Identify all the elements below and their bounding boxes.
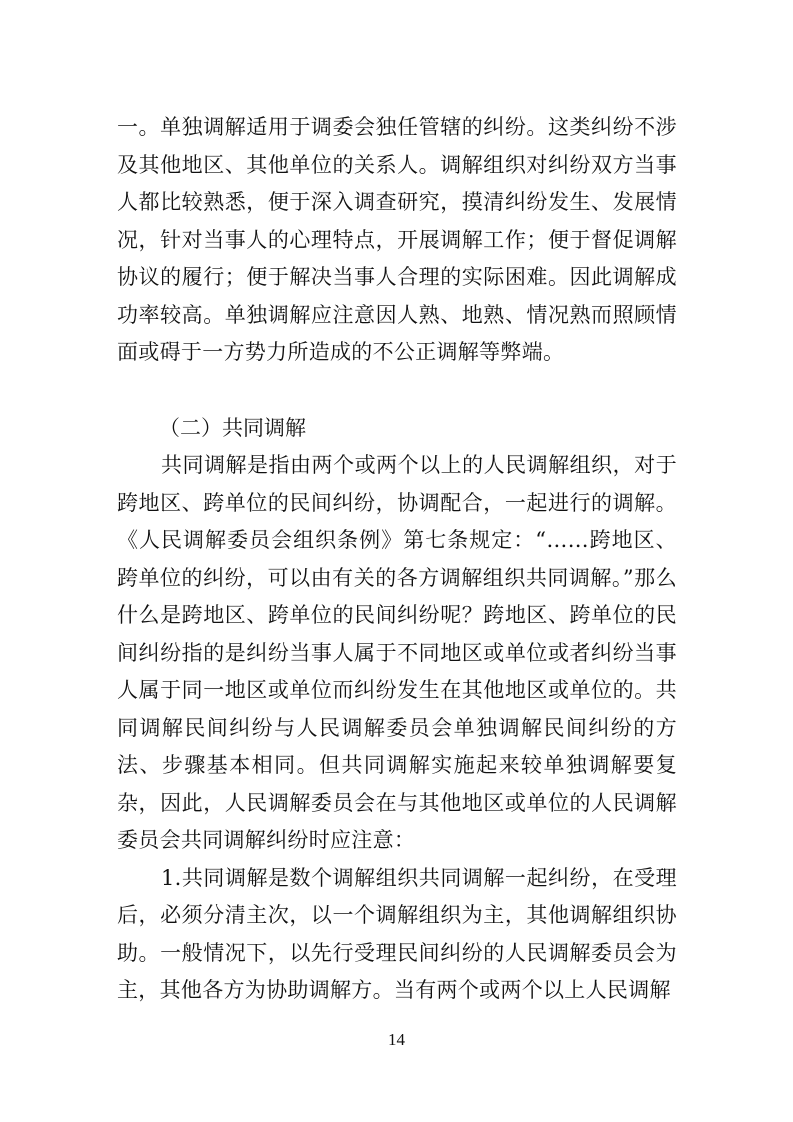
paragraph-point-1: 1.共同调解是数个调解组织共同调解一起纠纷，在受理后，必须分清主次，以一个调解组织为主，其他调解组织协助。一般情况下，以先行受理民间纠纷的人民调解委员会为主，其他各方为协助调解方。当有两个或两个以上人民调解 <box>117 865 677 1002</box>
page-number: 14 <box>388 1030 405 1049</box>
paragraph-joint-mediation: 共同调解是指由两个或两个以上的人民调解组织，对于跨地区、跨单位的民间纠纷，协调配合，一起进行的调解。《人民调解委员会组织条例》第七条规定：“……跨地区、跨单位的纠纷，可以由有关的各方调解组织共同调解。”那么什么是跨地区、跨单位的民间纠纷呢？跨地区、跨单位的民间纠纷指的是纠纷当事人属于不同地区或单位或者纠纷当事人属于同一地区或单位而纠纷发生在其他地区或单位的。共同调解民间纠纷与人民调解委员会单独调解民间纠纷的方法、步骤基本相同。但共同调解实施起来较单独调解要复杂，因此，人民调解委员会在与其他地区或单位的人民调解委员会共同调解纠纷时应注意： <box>117 453 677 852</box>
document-body <box>117 109 677 1010</box>
paragraph-single-mediation: 一。单独调解适用于调委会独任管辖的纠纷。这类纠纷不涉及其他地区、其他单位的关系人。调解组织对纠纷双方当事人都比较熟悉，便于深入调查研究，摸清纠纷发生、发展情况，针对当事人的心理特点，开展调解工作；便于督促调解协议的履行；便于解决当事人合理的实际困难。因此调解成功率较高。单独调解应注意因人熟、地熟、情况熟而照顾情面或碍于一方势力所造成的不公正调解等弊端。 <box>117 115 677 364</box>
paragraph-gap <box>117 372 677 410</box>
section-heading: （二）共同调解 <box>159 415 306 440</box>
